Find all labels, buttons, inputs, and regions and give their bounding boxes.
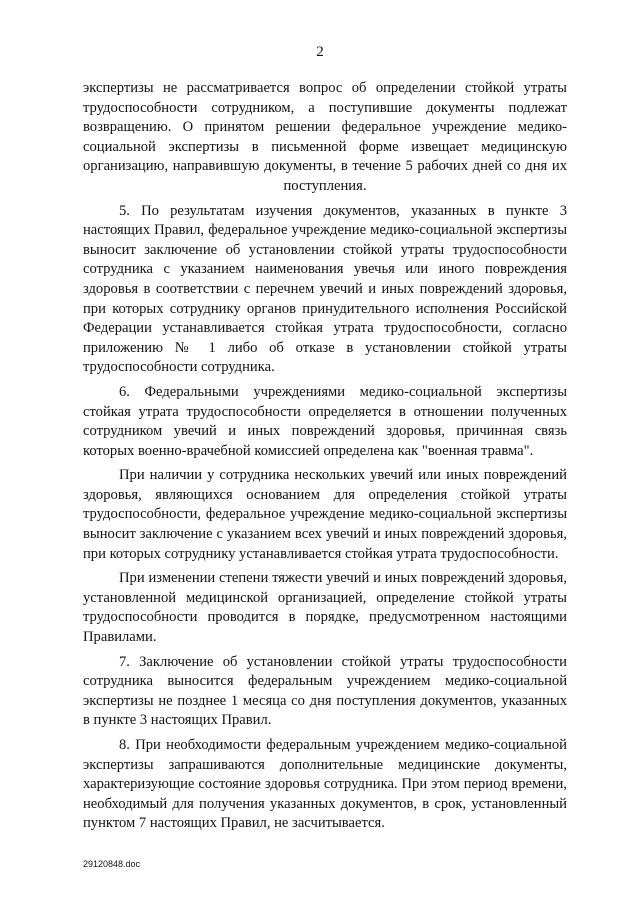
page-number: 2 [316, 44, 324, 60]
paragraph-item-8: 8. При необходимости федеральным учреждением медико-социальной экспертизы запрашиваются дополнительные медицинские документы, характеризующие состояние здоровья сотрудника. При этом период времени, необходимый для получения указанных документов, в срок, установленный пунктом 7 настоящих Правил, не засчитывается. [83, 737, 567, 832]
paragraph-severity-change: При изменении степени тяжести увечий и иных повреждений здоровья, установленной медицинской организацией, определение стойкой утраты трудоспособности проводится в порядке, предусмотренном настоящими Правилами. [83, 570, 567, 646]
paragraph-item-5: 5. По результатам изучения документов, указанных в пункте 3 настоящих Правил, федеральное учреждение медико-социальной экспертизы выносит заключение об установлении стойкой утраты трудоспособности сотрудника с указанием наименования увечья или иного повреждения здоровья в соответствии с перечнем увечий и иных повреждений здоровья, при которых сотруднику органов принудительного исполнения Российской Федерации устанавливается стойкая утрата трудоспособности, согласно приложению № 1 либо об отказе в установлении стойкой утраты трудоспособности сотрудника. [83, 202, 567, 376]
paragraph-item-7: 7. Заключение об установлении стойкой утраты трудоспособности сотрудника выносится федеральным учреждением медико-социальной экспертизы не позднее 1 месяца со дня поступления документов, указанных в пункте 3 настоящих Правил. [83, 653, 567, 729]
paragraph-multiple-injuries: При наличии у сотрудника нескольких увечий или иных повреждений здоровья, являющихся основанием для определения стойкой утраты трудоспособности, федеральное учреждение медико-социальной экспертизы выносит заключение с указанием всех увечий и иных повреждений здоровья, при которых сотруднику устанавливается стойкая утрата трудоспособности. [83, 467, 567, 562]
document-body [83, 79, 567, 839]
paragraph-continuation: экспертизы не рассматривается вопрос об определении стойкой утраты трудоспособности сотрудником, а поступившие документы подлежат возвращению. О принятом решении федеральное учреждение медико-социальной экспертизы в письменной форме извещает медицинскую организацию, направившую документы, в течение 5 рабочих дней со дня их поступления. [83, 80, 567, 194]
document-file-code: 29120848.doc [83, 859, 141, 869]
paragraph-item-6: 6. Федеральными учреждениями медико-социальной экспертизы стойкая утрата трудоспособности определяется в отношении полученных сотрудником увечий и иных повреждений здоровья, причинная связь которых военно-врачебной комиссией определена как "военная травма". [83, 383, 567, 459]
